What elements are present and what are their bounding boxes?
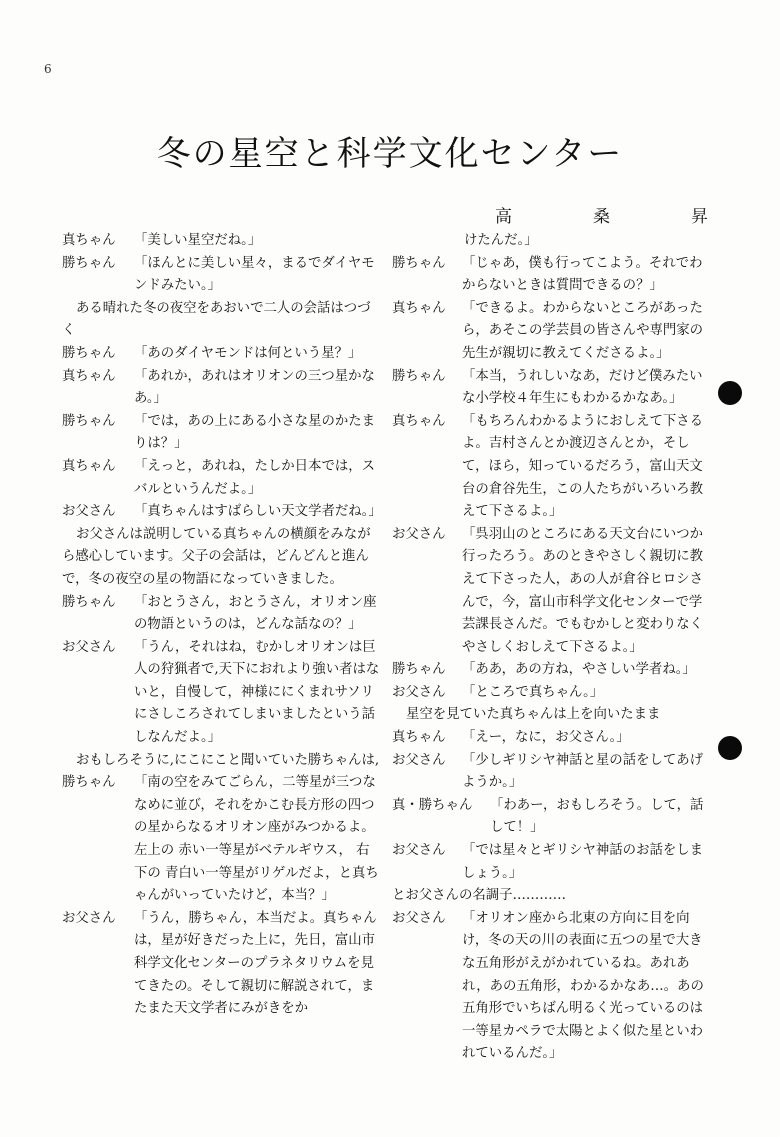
speaker-name: 勝ちゃん: [62, 345, 116, 361]
dialogue-line: [62, 908, 380, 1021]
speaker-name: お父さん: [62, 504, 116, 520]
speaker-name: お父さん: [392, 910, 446, 926]
author-name: 高 桑 昇: [495, 207, 740, 227]
dialogue-text: 「わあー，おもしろそう。して，話して！」: [490, 797, 704, 836]
dialogue-line: [62, 411, 380, 456]
speaker-name: お父さん: [62, 639, 116, 655]
binding-hole-top: [718, 381, 742, 405]
page-number: 6: [44, 62, 52, 76]
binding-hole-bottom: [718, 736, 742, 760]
speaker-name: 勝ちゃん: [392, 255, 446, 271]
speaker-name: お父さん: [392, 526, 446, 542]
dialogue-line: [62, 592, 380, 637]
dialogue-line: [392, 524, 712, 660]
dialogue-text: 「あれか，あれはオリオンの三つ星かなあ。」: [134, 368, 375, 407]
dialogue-line: [392, 411, 712, 524]
speaker-name: 真・勝ちゃん: [392, 797, 473, 813]
speaker-name: 真ちゃん: [62, 233, 116, 248]
dialogue-line: [62, 772, 380, 908]
dialogue-text: 「美しい星空だね。」: [134, 233, 262, 248]
speaker-name: 勝ちゃん: [392, 662, 446, 678]
dialogue-text: 「では星々とギリシヤ神話のお話をしましょう。」: [462, 843, 704, 881]
speaker-name: 真ちゃん: [392, 300, 446, 316]
dialogue-text: 「じゃあ，僕も行ってこよう。それでわからないときは質問できるの？」: [462, 255, 703, 294]
speaker-name: 勝ちゃん: [62, 413, 116, 429]
speaker-name: お父さん: [392, 752, 446, 768]
left-column: [62, 230, 380, 1021]
dialogue-line: [392, 682, 712, 705]
dialogue-text: 「できるよ。わからないところがあったら，あそこの学芸員の皆さんや専門家の先生が親切に教えてくださるよ。」: [462, 300, 704, 361]
dialogue-text: 「オリオン座から北東の方向に目を向け，冬の天の川の表面に五つの星で大きな五角形がえがかれているね。あれあれ，あの五角形，わかるかなあ…。あの五角形でいちばん明るく光っているのは一等星カペラで太陽とよく似た星といわれているんだ。」: [462, 910, 704, 1062]
dialogue-line: [62, 253, 380, 298]
dialogue-line: [392, 253, 712, 298]
speaker-name: 真ちゃん: [62, 458, 116, 474]
dialogue-line: [392, 840, 712, 885]
dialogue-text: 「呉羽山のところにある天文台にいつか行ったろう。あのときやさしく親切に教えて下さった人，あの人が倉谷ヒロシさんで，今，富山市科学文化センターで学芸課長さんだ。でもむかしと変わりなくやさしくおしえて下さるよ。」: [462, 526, 704, 655]
dialogue-line: [392, 795, 712, 840]
narration-paragraph: とお父さんの名調子…………: [392, 888, 567, 904]
dialogue-text: 「ところで真ちゃん。」: [462, 684, 604, 700]
speaker-name: 勝ちゃん: [392, 368, 446, 384]
dialogue-line: [62, 637, 380, 750]
dialogue-text: 「では，あの上にある小さな星のかたまりは？」: [134, 413, 376, 452]
dialogue-text: 「ああ，あの方ね，やさしい学者ね。」: [462, 662, 696, 678]
dialogue-line: [392, 727, 712, 750]
dialogue-text: 「もちろんわかるようにおしえて下さるよ。吉村さんとか渡辺さんとか，そして，ほら，知っているだろう，富山天文台の倉谷先生，この人たちがいろいろ教えて下さるよ。」: [462, 413, 704, 520]
dialogue-text: 「ほんとに美しい星々，まるでダイヤモンドみたい。」: [134, 255, 375, 294]
speaker-name: 勝ちゃん: [62, 775, 116, 791]
narration-paragraph: お父さんは説明している真ちゃんの横顔をみながら感心しています。父子の会話は，どんどんと進んで，冬の夜空の星の物語になっていきました。: [62, 526, 371, 587]
narration-paragraph: ある晴れた冬の夜空をあおいで二人の会話はつづく: [62, 300, 371, 339]
speaker-name: 真ちゃん: [392, 413, 446, 429]
dialogue-line: [62, 366, 380, 411]
speaker-name: 真ちゃん: [62, 368, 116, 384]
dialogue-text: 「おとうさん，おとうさん，オリオン座の物語というのは，どんな話なの？」: [134, 594, 377, 633]
dialogue-line: [62, 343, 380, 366]
speaker-name: 勝ちゃん: [62, 255, 116, 271]
dialogue-line: [392, 750, 712, 795]
dialogue-line: [392, 659, 712, 682]
dialogue-line: [392, 298, 712, 366]
speaker-name: お父さん: [392, 843, 446, 859]
dialogue-line: [392, 366, 712, 411]
narration-paragraph: おもしろそうに,にこにこと聞いていた勝ちゃんは,: [76, 752, 380, 768]
right-column: [392, 230, 712, 1066]
speaker-name: 勝ちゃん: [62, 594, 116, 610]
dialogue-line: [62, 230, 380, 253]
article-title: 冬の星空と科学文化センター: [156, 134, 624, 174]
narration-paragraph: 星空を見ていた真ちゃんは上を向いたまま: [406, 707, 661, 723]
dialogue-text: 「南の空をみてごらん，二等星が三つななめに並び，それをかこむ長方形の四つの星からなるオリオン座がみつかるよ。 左上の 赤い一等星がベテルギウス， 右下の 青白い一等星がリゲルだよ，と真ちゃんがいっていたけど，本当？」: [134, 775, 379, 904]
dialogue-text: 「本当，うれしいなあ，だけど僕みたいな小学校４年生にもわかるかなあ。」: [462, 368, 703, 407]
dialogue-text: 「あのダイヤモンドは何という星？」: [134, 345, 362, 361]
dialogue-text: 「えー，なに，お父さん。」: [462, 730, 630, 746]
dialogue-text: 「少しギリシヤ神話と星の話をしてあげようか。」: [462, 752, 704, 791]
speaker-name: 真ちゃん: [392, 730, 446, 746]
speaker-name: お父さん: [62, 910, 116, 926]
dialogue-text: 「うん，勝ちゃん，本当だよ。真ちゃんは，星が好きだった上に，先日，富山市科学文化センターのプラネタリウムを見てきたの。そして親切に解説されて，またまた天文学者にみがきをか: [134, 910, 377, 1017]
dialogue-text: 「真ちゃんはすばらしい天文学者だね。」: [134, 504, 382, 520]
dialogue-line: [392, 908, 712, 1066]
dialogue-line: [62, 456, 380, 501]
dialogue-line: [62, 501, 380, 524]
dialogue-text: 「えっと，あれね，たしか日本では，スバルというんだよ。」: [134, 458, 376, 497]
speaker-name: お父さん: [392, 684, 446, 700]
dialogue-continuation: けたんだ。」: [464, 233, 538, 248]
dialogue-text: 「うん，それはね，むかしオリオンは巨人の狩猟者で,天下におれより強い者はないと，自慢して，神様ににくまれサソリにさしころされてしまいましたという話しなんだよ。」: [134, 639, 380, 746]
